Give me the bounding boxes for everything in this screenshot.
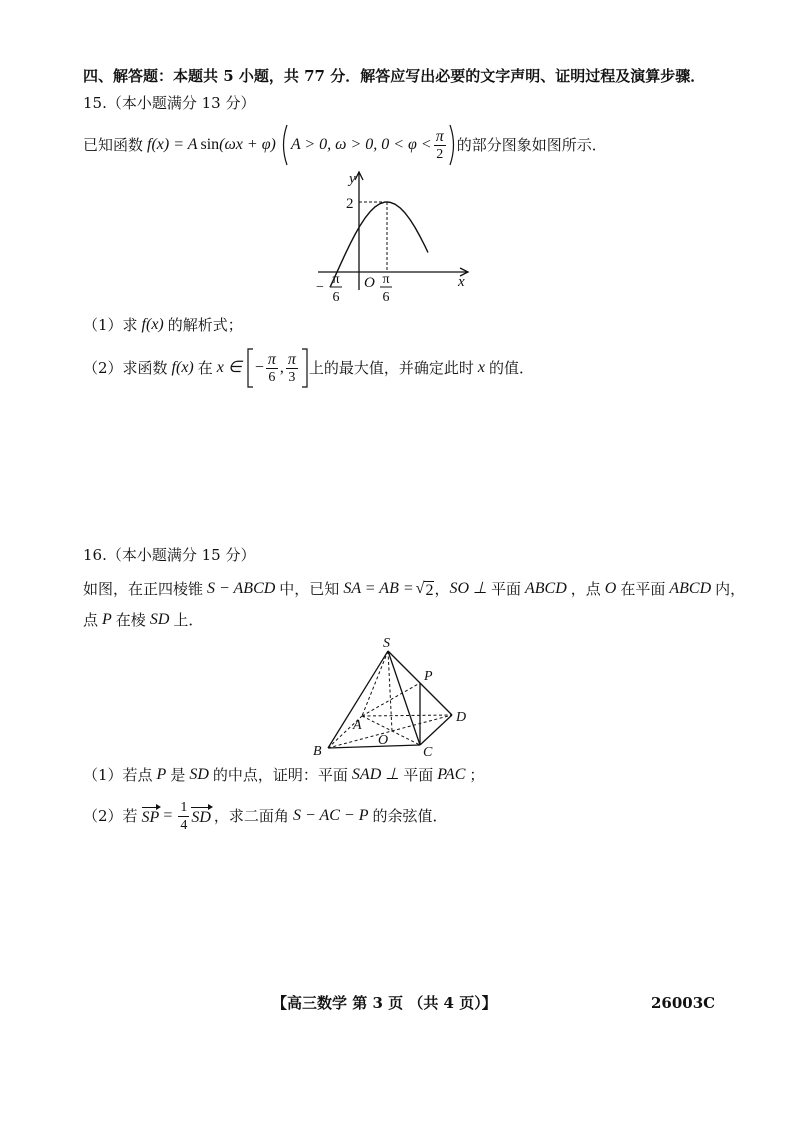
label-d: D [456,710,467,725]
q16-part1-text-3: 的中点，证明：平面 [212,766,348,784]
max-x-denominator: 6 [382,290,390,305]
fraction-denominator: 4 [180,817,188,833]
left-zero-denominator: 6 [332,290,340,305]
q16-part2-text-2: ，求二面角 [213,807,289,825]
q15-conditions: A > 0, ω > 0, 0 < φ < [290,136,432,153]
q15-part2-text-2: 在 [197,359,213,377]
label-a: A [353,718,362,733]
label-s: S [383,636,390,651]
q16-stem-line1 [83,578,745,600]
sqrt-radicand: 2 [425,582,434,599]
q15-header: 15.（本小题满分 13 分） [83,94,256,112]
q15-part1-math: f(x) [141,316,164,333]
left-bracket [246,347,255,389]
q16-part1-text-5: ； [469,766,485,784]
fraction-numerator: π [287,350,296,368]
vector-sd: SD [191,808,211,826]
q16-part1-edge-sd: SD [189,766,209,783]
q15-stem-text-2: 的部分图象如图所示． [456,136,607,154]
right-paren [448,123,457,167]
q16-edge-equation: SA = AB = [343,580,414,597]
fraction-numerator: 1 [180,799,188,815]
q16-part1-point-p: P [156,766,167,783]
q16-part1-text-4: 平面 [403,766,434,784]
q16-stem-text-6: 在平面 [620,580,666,598]
q15-part2-text-3: 上的最大值，并确定此时 [308,359,474,377]
q15-condition-fraction [434,129,446,162]
q15-part1-text-2: 的解析式； [167,316,243,334]
q15-stem [83,123,607,167]
q16-part2-equals: = [163,807,173,824]
q16-perpendicular: SO ⊥ [449,580,487,597]
q16-stem-text-2: 中，已知 [279,580,340,598]
interval-end-fraction [286,352,298,385]
q16-stem2-text-1: 点 [83,611,99,629]
q16-part1-plane-pac: PAC [437,766,466,783]
q16-part2-text-3: 的余弦值． [372,807,448,825]
q16-part2-text-1: （2）若 [83,807,138,825]
label-o: O [378,733,389,748]
sqrt-sign: √ [415,580,425,597]
q15-sin: sin [200,136,220,153]
q15-part2-text-1: （2）求函数 [83,359,168,377]
q15-part2-function: f(x) [171,359,194,376]
q16-part1-text-1: （1）若点 [83,766,153,784]
q15-function-lhs: f(x) = A [147,136,198,153]
label-c: C [423,745,433,760]
right-bracket [300,347,309,389]
q15-sin-argument: (ωx + φ) [219,136,276,153]
footer-code: 26003C [651,994,716,1012]
sqrt-two [416,579,435,599]
max-value-label: 2 [346,196,354,212]
q16-edge-sd: SD [149,611,170,628]
function-graph [300,165,480,310]
fraction-numerator: π [267,350,276,368]
q16-stem-text-3: ， [434,580,450,598]
edge-sa [362,651,388,716]
fraction-denominator: 3 [288,369,296,385]
fraction-denominator: 6 [268,369,276,385]
q16-stem-text-4: 平面 [490,580,521,598]
q15-stem-text-1: 已知函数 [83,136,144,154]
q16-part2-fraction [178,800,189,833]
vector-sp: SP [141,808,160,826]
q16-pyramid-name: S − ABCD [207,580,276,597]
left-zero-numerator: π [332,272,340,287]
interval-comma: , [279,359,284,376]
q16-stem2-text-2: 在棱 [115,611,146,629]
diagonal-bd [328,715,452,748]
fraction-denominator: 2 [436,146,444,162]
fraction-numerator: π [435,127,444,145]
x-axis-label: x [458,274,465,290]
q16-part1 [83,765,484,785]
q16-part2-dihedral-angle: S − AC − P [292,807,369,824]
q16-stem-line2 [83,610,203,630]
pyramid-figure [305,630,475,762]
q16-stem2-text-3: 上． [173,611,204,629]
interval-start-fraction [266,352,278,385]
q16-part1-plane-sad: SAD ⊥ [351,766,400,783]
q16-header: 16.（本小题满分 15 分） [83,546,256,564]
max-x-numerator: π [382,272,390,287]
q16-point-o: O [604,580,617,597]
q16-plane-name-2: ABCD [669,580,712,597]
q16-stem-text-7: 内， [715,580,746,598]
q16-point-p: P [102,611,112,628]
q16-part2 [83,796,447,836]
sine-curve [330,202,428,287]
footer-page-info: 【高三数学 第 3 页 （共 4 页）】 [272,994,497,1012]
segment-ap [362,683,420,716]
label-p: P [424,669,433,684]
edge-bc [328,745,420,748]
q16-stem-text-1: 如图，在正四棱锥 [83,580,204,598]
q16-plane-name-1: ABCD [524,580,567,597]
q15-part2-var-x: x [477,359,485,376]
q15-part1 [83,315,243,335]
q15-part2 [83,347,534,389]
q15-part1-text-1: （1）求 [83,316,138,334]
interval-minus: − [254,359,264,376]
label-b: B [313,744,322,759]
q15-function-expression [147,135,276,155]
y-axis-label: y [349,171,356,187]
edge-ad [362,715,452,716]
left-paren [280,123,289,167]
section-heading: 四、解答题：本题共 5 小题，共 77 分．解答应写出必要的文字声明、证明过程及演算步骤． [83,67,706,85]
q16-part1-text-2: 是 [170,766,186,784]
left-zero-sign: − [316,280,324,295]
q15-part2-domain-var: x ∈ [216,359,242,376]
origin-label: O [364,275,375,291]
q16-stem-text-5: ，点 [570,580,601,598]
q15-part2-text-4: 的值． [489,359,535,377]
